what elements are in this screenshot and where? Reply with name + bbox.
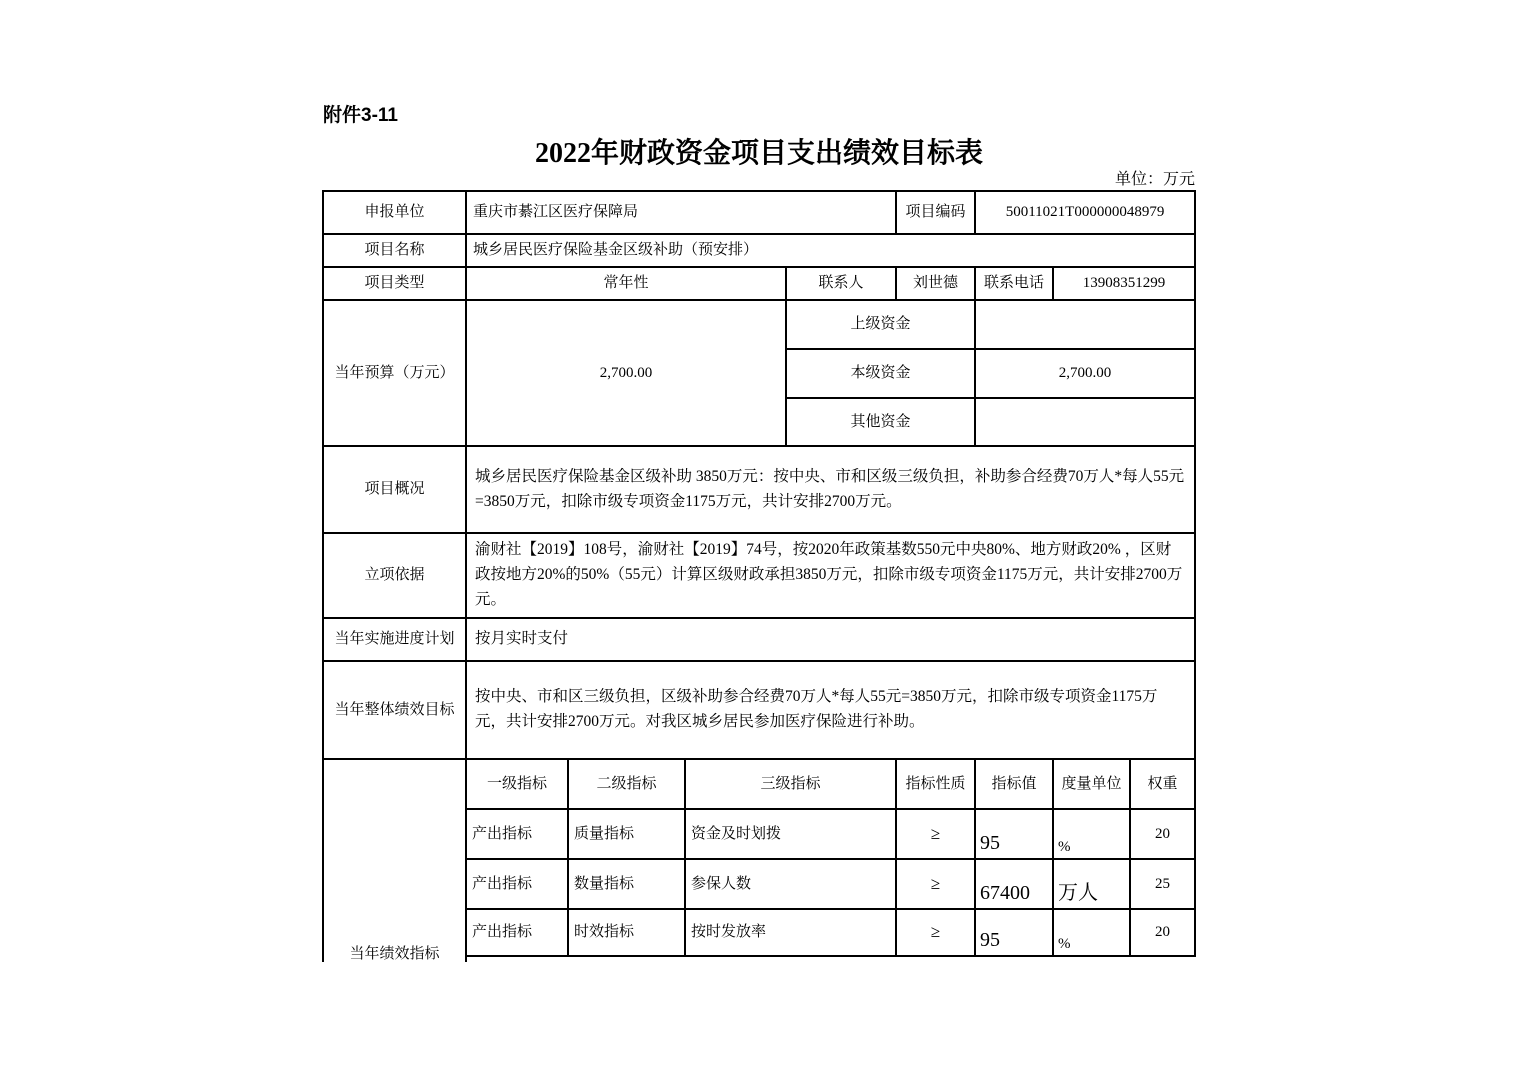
contact-label: 联系人: [786, 267, 896, 300]
overall-target-value: 按中央、市和区三级负担，区级补助参合经费70万人*每人55元=3850万元，扣除市级专项资金1175万元，共计安排2700万元。对我区城乡居民参加医疗保险进行补助。: [466, 661, 1195, 759]
project-type-value: 常年性: [466, 267, 786, 300]
budget-label: 当年预算（万元）: [323, 300, 466, 446]
indicator-3-value: 95: [975, 909, 1053, 956]
indicator-3-weight: 20: [1130, 909, 1195, 956]
phone-value: 13908351299: [1053, 267, 1195, 300]
budget-upper-label: 上级资金: [786, 300, 975, 349]
project-type-label: 项目类型: [323, 267, 466, 300]
basis-value: 渝财社【2019】108号，渝财社【2019】74号，按2020年政策基数550元中央80%、地方财政20% ，区财政按地方20%的50%（55元）计算区级财政承担3850万元，扣除市级专项资金1175万元，共计安排2700万元。: [466, 533, 1195, 618]
row-project-type: [323, 267, 1195, 300]
attachment-label: 附件3-11: [323, 105, 398, 126]
header-level1: 一级指标: [466, 759, 568, 809]
phone-label: 联系电话: [975, 267, 1053, 300]
row-schedule: [323, 618, 1195, 661]
schedule-label: 当年实施进度计划: [323, 618, 466, 661]
indicator-2-level3: 参保人数: [685, 859, 896, 909]
row-declare-unit: [323, 191, 1195, 234]
indicator-header-row: [323, 759, 1195, 809]
header-level2: 二级指标: [568, 759, 685, 809]
indicator-1-value: 95: [975, 809, 1053, 859]
project-name-value: 城乡居民医疗保险基金区级补助（预安排）: [466, 234, 1195, 267]
budget-local-value: 2,700.00: [975, 349, 1195, 398]
indicator-3-level1: 产出指标: [466, 909, 568, 956]
indicator-3-nature: ≥: [896, 909, 975, 956]
project-code-label: 项目编码: [896, 191, 975, 234]
performance-target-table-container: [322, 190, 1200, 962]
indicator-3-level2: 时效指标: [568, 909, 685, 956]
budget-total-value: 2,700.00: [466, 300, 786, 446]
indicator-2-level1: 产出指标: [466, 859, 568, 909]
indicator-1-level1: 产出指标: [466, 809, 568, 859]
indicator-3-unit: %: [1053, 909, 1130, 956]
indicator-1-weight: 20: [1130, 809, 1195, 859]
project-code-value: 50011021T000000048979: [975, 191, 1195, 234]
indicator-2-weight: 25: [1130, 859, 1195, 909]
overview-label: 项目概况: [323, 446, 466, 533]
unit-note: 单位：万元: [1114, 171, 1195, 188]
budget-other-label: 其他资金: [786, 398, 975, 446]
schedule-value: 按月实时支付: [466, 618, 1195, 661]
header-level3: 三级指标: [685, 759, 896, 809]
budget-other-value: [975, 398, 1195, 446]
indicator-1-level3: 资金及时划拨: [685, 809, 896, 859]
indicator-1-level2: 质量指标: [568, 809, 685, 859]
indicator-2-nature: ≥: [896, 859, 975, 909]
row-overview: [323, 446, 1195, 533]
performance-target-table: [322, 190, 1196, 962]
header-unit: 度量单位: [1053, 759, 1130, 809]
overview-value: 城乡居民医疗保险基金区级补助 3850万元：按中央、市和区级三级负担，补助参合经费70万人*每人55元=3850万元，扣除市级专项资金1175万元，共计安排2700万元。: [466, 446, 1195, 533]
row-project-name: [323, 234, 1195, 267]
indicator-1-unit: %: [1053, 809, 1130, 859]
contact-value: 刘世德: [896, 267, 975, 300]
budget-local-label: 本级资金: [786, 349, 975, 398]
overall-target-label: 当年整体绩效目标: [323, 661, 466, 759]
indicator-2-unit: 万人: [1053, 859, 1130, 909]
indicator-2-value: 67400: [975, 859, 1053, 909]
indicator-section-label: 当年绩效指标: [323, 759, 466, 962]
header-weight: 权重: [1130, 759, 1195, 809]
indicator-2-level2: 数量指标: [568, 859, 685, 909]
header-nature: 指标性质: [896, 759, 975, 809]
budget-upper-value: [975, 300, 1195, 349]
basis-label: 立项依据: [323, 533, 466, 618]
project-name-label: 项目名称: [323, 234, 466, 267]
row-overall-target: [323, 661, 1195, 759]
page-title: 2022年财政资金项目支出绩效目标表: [534, 138, 983, 169]
row-basis: [323, 533, 1195, 618]
declare-unit-label: 申报单位: [323, 191, 466, 234]
declare-unit-value: 重庆市綦江区医疗保障局: [466, 191, 896, 234]
indicator-3-level3: 按时发放率: [685, 909, 896, 956]
indicator-1-nature: ≥: [896, 809, 975, 859]
header-value: 指标值: [975, 759, 1053, 809]
row-budget-upper: [323, 300, 1195, 349]
